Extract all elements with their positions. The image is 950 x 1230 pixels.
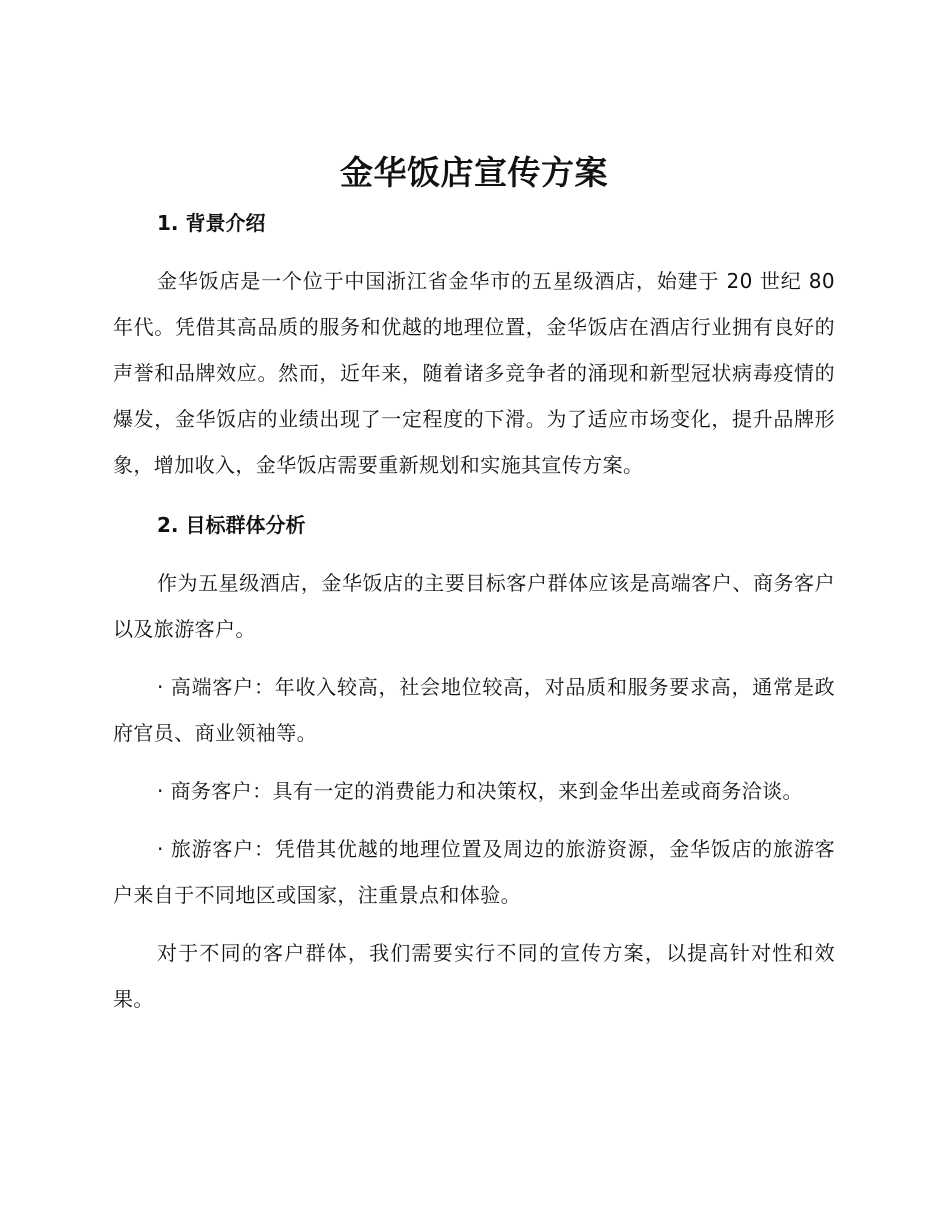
- document-title: 金华饭店宣传方案: [340, 153, 608, 192]
- section-target-groups: [113, 510, 835, 1022]
- target-groups-conclusion: 对于不同的客户群体，我们需要实行不同的宣传方案，以提高针对性和效果。: [113, 941, 835, 1011]
- document-body: [113, 152, 835, 1022]
- target-groups-intro: 作为五星级酒店，金华饭店的主要目标客户群体应该是高端客户、商务客户以及旅游客户。: [113, 571, 835, 641]
- background-paragraph: 金华饭店是一个位于中国浙江省金华市的五星级酒店，始建于 20 世纪 80 年代。凭借其高品质的服务和优越的地理位置，金华饭店在酒店行业拥有良好的声誉和品牌效应。然而，近年来，随着诸多竞争者的涌现和新型冠状病毒疫情的爆发，金华饭店的业绩出现了一定程度的下滑。为了适应市场变化，提升品牌形象，增加收入，金华饭店需要重新规划和实施其宣传方案。: [113, 269, 835, 477]
- bullet-tourist-clients: · 旅游客户：凭借其优越的地理位置及周边的旅游资源，金华饭店的旅游客户来自于不同地区或国家，注重景点和体验。: [113, 837, 835, 907]
- bullet-high-end-clients: · 高端客户：年收入较高，社会地位较高，对品质和服务要求高，通常是政府官员、商业领袖等。: [113, 675, 835, 745]
- bullet-business-clients: · 商务客户：具有一定的消费能力和决策权，来到金华出差或商务洽谈。: [157, 779, 803, 803]
- section-heading-background: 1. 背景介绍: [157, 211, 266, 235]
- section-background: [113, 208, 835, 488]
- section-heading-target-groups: 2. 目标群体分析: [157, 513, 306, 537]
